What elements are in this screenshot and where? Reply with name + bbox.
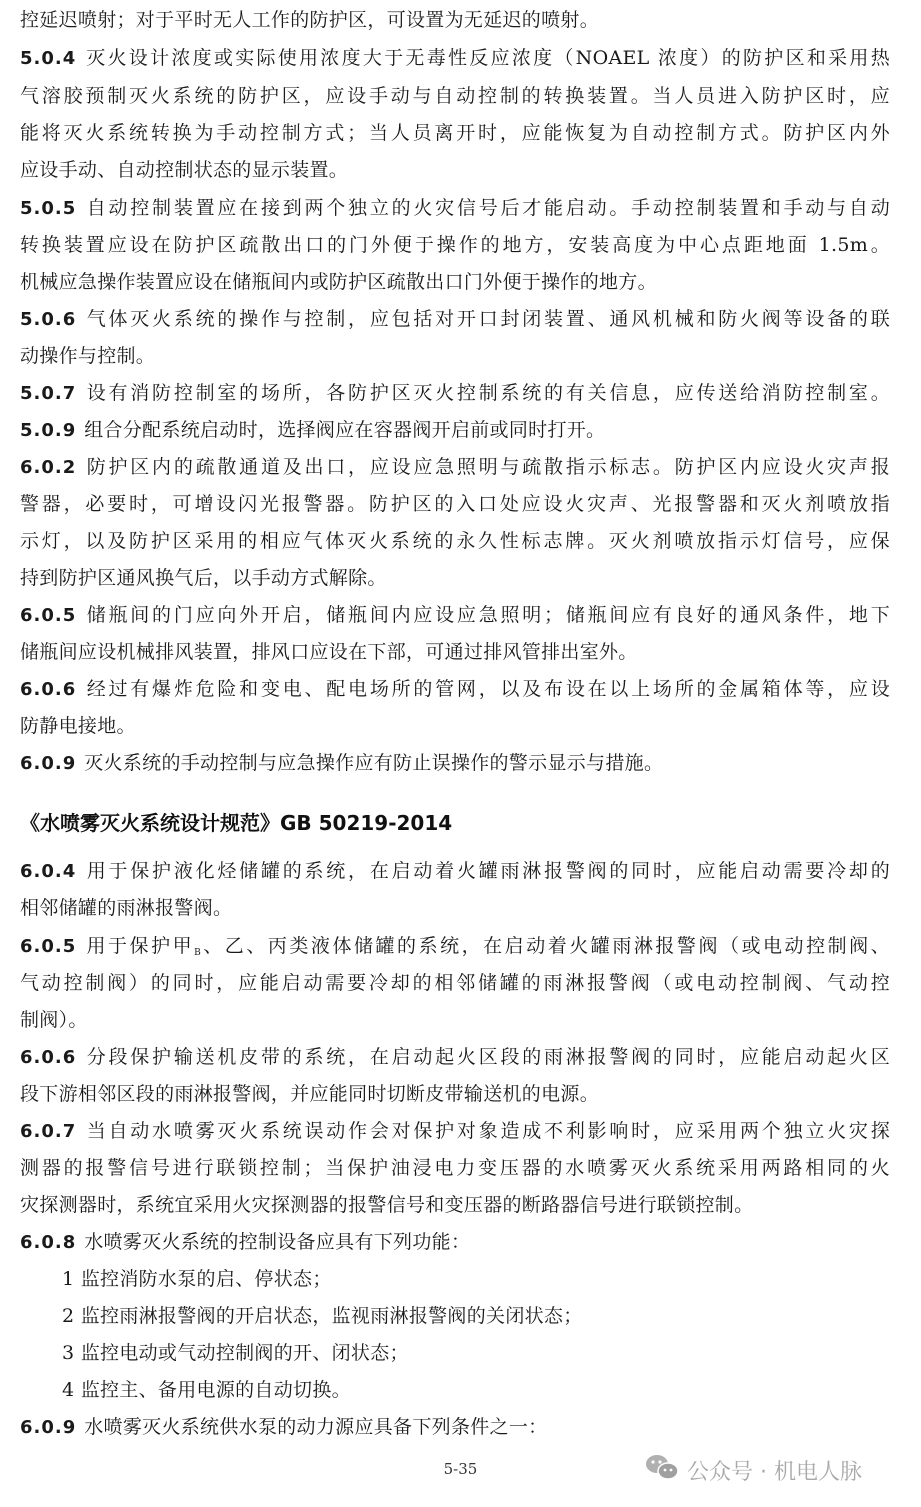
watermark: [645, 1453, 862, 1487]
clause-number: 6.0.9: [20, 1417, 77, 1438]
section-heading: 《水喷雾灭火系统设计规范》GB 50219-2014: [20, 811, 453, 835]
clause-5-0-5: [20, 195, 890, 221]
list-item-number: 3: [62, 1342, 75, 1364]
clause-text: 段下游相邻区段的雨淋报警阀，并应能同时切断皮带输送机的电源。: [20, 1083, 600, 1105]
text-line: [20, 639, 890, 665]
clause-number: 5.0.6: [20, 309, 77, 330]
clause-text: 自动控制装置应在接到两个独立的火灾信号后才能启动。手动控制装置和手动与自动: [84, 197, 890, 219]
clause-number: 6.0.5: [20, 605, 77, 626]
text-line: [20, 232, 890, 258]
clause-6-0-5: [20, 602, 890, 628]
list-item-number: 2: [62, 1305, 75, 1327]
clause-text-pre: 用于保护甲: [84, 935, 195, 957]
clause-text: 气体灭火系统的操作与控制，应包括对开口封闭装置、通风机械和防火阀等设备的联: [84, 308, 890, 330]
clause-text: 控延迟喷射；对于平时无人工作的防护区，可设置为无延迟的喷射。: [20, 9, 600, 31]
list-item-number: 1: [62, 1268, 75, 1290]
wechat-icon: [645, 1453, 687, 1487]
text-line: [20, 713, 890, 739]
watermark-text: 公众号 · 机电人脉: [687, 1459, 862, 1485]
clause-text: 转换装置应设在防护区疏散出口的门外便于操作的地方，安装高度为中心点距地面 1.5m。: [20, 234, 890, 256]
clause-5-0-4: [20, 45, 890, 71]
clause-number: 6.0.9: [20, 753, 77, 774]
clause-text: 储瓶间的门应向外开启，储瓶间内应设应急照明；储瓶间应有良好的通风条件，地下: [84, 604, 890, 626]
clause-5-0-7: [20, 380, 890, 406]
list-item: [62, 1266, 882, 1292]
text-line: [20, 83, 890, 109]
clause-6-0-6: [20, 676, 890, 702]
clause-number: 5.0.4: [20, 48, 77, 69]
clause-number: 5.0.9: [20, 420, 77, 441]
clause-number: 6.0.5: [20, 936, 77, 957]
list-item-text: 监控电动或气动控制阀的开、闭状态；: [80, 1342, 409, 1364]
text-line: [20, 970, 890, 996]
clause-text: 持到防护区通风换气后，以手动方式解除。: [20, 567, 387, 589]
subscript: B: [194, 948, 202, 958]
clause-number: 6.0.2: [20, 457, 77, 478]
clause-text: 机械应急操作装置应设在储瓶间内或防护区疏散出口门外便于操作的地方。: [20, 271, 657, 293]
clause-text: 当自动水喷雾灭火系统误动作会对保护对象造成不利影响时，应采用两个独立火灾探: [84, 1120, 890, 1142]
text-line: [20, 528, 890, 554]
clause-text: 能将灭火系统转换为手动控制方式；当人员离开时，应能恢复为自动控制方式。防护区内外: [20, 122, 890, 144]
clause-6-0-5: [20, 933, 890, 959]
clause-6-0-2: [20, 454, 890, 480]
clause-text: 分段保护输送机皮带的系统，在启动起火区段的雨淋报警阀的同时，应能启动起火区: [84, 1046, 890, 1068]
text-line: [20, 157, 890, 183]
clause-text: 气动控制阀）的同时，应能启动需要冷却的相邻储罐的雨淋报警阀（或电动控制阀、气动控: [20, 972, 890, 994]
clause-text: 用于保护液化烃储罐的系统，在启动着火罐雨淋报警阀的同时，应能启动需要冷却的: [84, 860, 890, 882]
text-line: [20, 565, 890, 591]
text-line: [20, 1007, 890, 1033]
text-line: [20, 1081, 890, 1107]
text-line: [20, 7, 890, 33]
clause-number: 5.0.7: [20, 383, 77, 404]
list-item-text: 监控主、备用电源的自动切换。: [80, 1379, 351, 1401]
clause-text: 气溶胶预制灭火系统的防护区，应设手动与自动控制的转换装置。当人员进入防护区时，应: [20, 85, 890, 107]
clause-text: 示灯，以及防护区采用的相应气体灭火系统的永久性标志牌。灭火剂喷放指示灯信号，应保: [20, 530, 890, 552]
clause-number: 6.0.7: [20, 1121, 77, 1142]
text-line: [20, 1155, 890, 1181]
clause-6-0-6: [20, 1044, 890, 1070]
list-item: [62, 1303, 882, 1329]
clause-6-0-7: [20, 1118, 890, 1144]
clause-text: 应设手动、自动控制状态的显示装置。: [20, 159, 349, 181]
clause-text: 组合分配系统启动时，选择阀应在容器阀开启前或同时打开。: [84, 419, 606, 441]
list-item-text: 监控雨淋报警阀的开启状态，监视雨淋报警阀的关闭状态；: [80, 1305, 583, 1327]
list-item-number: 4: [62, 1379, 75, 1401]
clause-text: 、乙、丙类液体储罐的系统，在启动着火罐雨淋报警阀（或电动控制阀、: [201, 935, 890, 957]
clause-text: 设有消防控制室的场所，各防护区灭火控制系统的有关信息，应传送给消防控制室。: [84, 382, 890, 404]
clause-text: 警器，必要时，可增设闪光报警器。防护区的入口处应设火灾声、光报警器和灭火剂喷放指: [20, 493, 890, 515]
clause-number: 6.0.8: [20, 1232, 77, 1253]
clause-text: 经过有爆炸危险和变电、配电场所的管网，以及布设在以上场所的金属箱体等，应设: [84, 678, 890, 700]
clause-text: 相邻储罐的雨淋报警阀。: [20, 897, 233, 919]
clause-text: 动操作与控制。: [20, 345, 156, 367]
text-line: [20, 120, 890, 146]
page-number: 5-35: [443, 1460, 478, 1478]
clause-number: 6.0.6: [20, 679, 77, 700]
clause-number: 6.0.4: [20, 861, 77, 882]
clause-6-0-8: [20, 1229, 890, 1255]
list-item-text: 监控消防水泵的启、停状态；: [80, 1268, 332, 1290]
text-line: [20, 343, 890, 369]
text-line: [20, 895, 890, 921]
clause-text: 储瓶间应设机械排风装置，排风口应设在下部，可通过排风管排出室外。: [20, 641, 638, 663]
text-line: [20, 269, 890, 295]
clause-text: 灭火系统的手动控制与应急操作应有防止误操作的警示显示与措施。: [84, 752, 664, 774]
clause-6-0-9: [20, 1414, 890, 1440]
clause-5-0-9: [20, 417, 890, 443]
text-line: [20, 1192, 890, 1218]
clause-text: 测器的报警信号进行联锁控制；当保护油浸电力变压器的水喷雾灭火系统采用两路相同的火: [20, 1157, 890, 1179]
clause-text: 水喷雾灭火系统的控制设备应具有下列功能：: [84, 1231, 471, 1253]
clause-6-0-4: [20, 858, 890, 884]
clause-text: 水喷雾灭火系统供水泵的动力源应具备下列条件之一：: [84, 1416, 548, 1438]
clause-5-0-6: [20, 306, 890, 332]
clause-number: 5.0.5: [20, 198, 77, 219]
list-item: [62, 1377, 882, 1403]
text-line: [20, 491, 890, 517]
clause-text: 防护区内的疏散通道及出口，应设应急照明与疏散指示标志。防护区内应设火灾声报: [84, 456, 890, 478]
clause-6-0-9: [20, 750, 890, 776]
clause-number: 6.0.6: [20, 1047, 77, 1068]
clause-text: 灭火设计浓度或实际使用浓度大于无毒性反应浓度（NOAEL 浓度）的防护区和采用热: [84, 47, 890, 69]
clause-text: 制阀）。: [20, 1009, 88, 1031]
clause-text: 灾探测器时，系统宜采用火灾探测器的报警信号和变压器的断路器信号进行联锁控制。: [20, 1194, 754, 1216]
list-item: [62, 1340, 882, 1366]
clause-text: 防静电接地。: [20, 715, 136, 737]
